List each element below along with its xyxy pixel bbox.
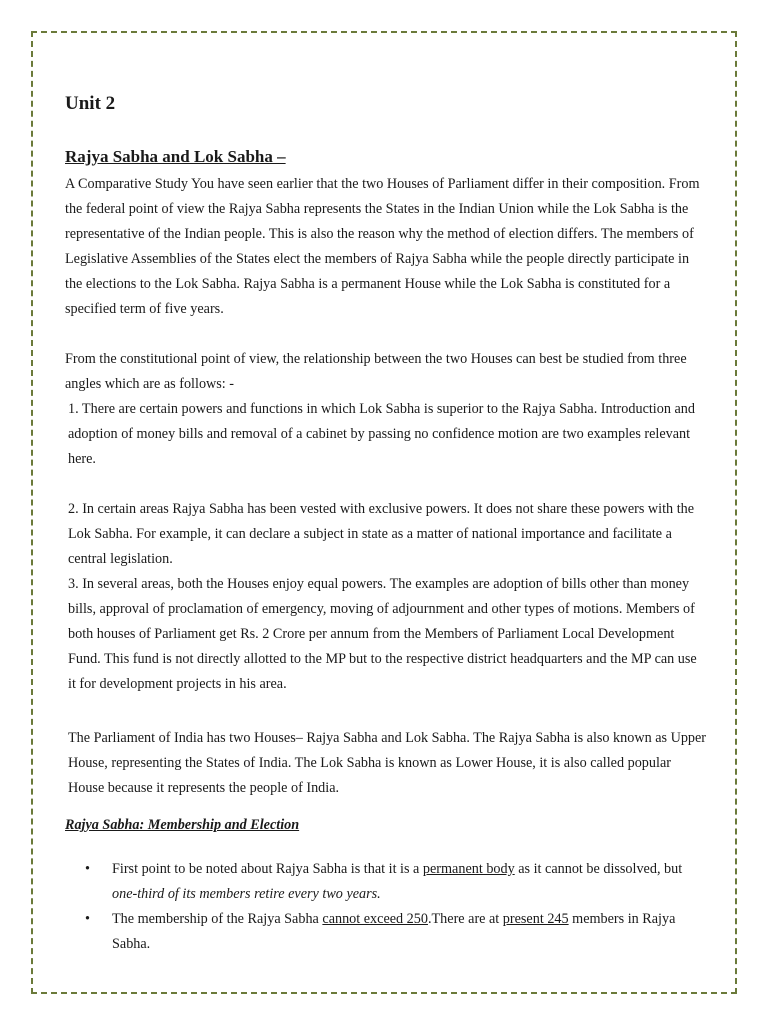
bullet-list [85,857,705,957]
bullet-2-text-c: members in Rajya Sabha. [112,911,676,952]
bullet-icon: • [85,861,90,877]
paragraph-comparative-study: A Comparative Study You have seen earlier that the two Houses of Parliament differ in their composition. From the federal point of view the Rajya Sabha represents the States in the Indian Union while the Lok Sabha is the representative of the Indian people. This is also the reason why the method of election differs. The members of Legislative Assemblies of the States elect the members of Rajya Sabha while the people directly participate in the elections to the Lok Sabha. Rajya Sabha is a permanent House while the Lok Sabha is constituted for a specified term of five years. [65,176,700,317]
section-heading: Rajya Sabha and Lok Sabha – [65,147,286,166]
list-item [85,907,705,957]
bullet-1-italic: one-third of its members retire every two years. [112,886,381,902]
paragraph-intro: From the constitutional point of view, the relationship between the two Houses can best be studied from three angles which are as follows: - [65,351,687,392]
bullet-1-underlined: permanent body [422,861,515,877]
subheading-membership: Rajya Sabha: Membership and Election [65,817,300,833]
bullet-1-text-a: First point to be noted about Rajya Sabha is that it is a [112,861,423,877]
bullet-2-text-b: .There are at [427,911,503,927]
bullet-icon: • [85,911,90,927]
constitutional-section [65,347,705,472]
paragraph-parliament: The Parliament of India has two Houses– Rajya Sabha and Lok Sabha. The Rajya Sabha is also known as Upper House, representing the States of India. The Lok Sabha is known as Lower House, it is also called popular House because it represents the people of India. [68,730,707,796]
bullet-2-underlined-2: present 245 [502,911,569,927]
list-item [85,857,705,907]
point-3: 3. In several areas, both the Houses enjoy equal powers. The examples are adoption of bills other than money bills, approval of proclamation of emergency, moving of adjournment and other types of motions. Members of both houses of Parliament get Rs. 2 Crore per annum from the Members of Parliament Local Development Fund. This fund is not directly allotted to the MP but to the respective district headquarters and the MP can use it for development projects in his area. [68,576,697,692]
bullet-2-text-a: The membership of the Rajya Sabha [112,911,323,927]
bullet-1-text-b: as it cannot be dissolved, but [514,861,683,877]
bullet-2-underlined-1: cannot exceed 250 [322,911,428,927]
point-2: 2. In certain areas Rajya Sabha has been vested with exclusive powers. It does not share these powers with the Lok Sabha. For example, it can declare a subject in state as a matter of national importance and facilitate a central legislation. [68,501,695,567]
point-1: 1. There are certain powers and functions in which Lok Sabha is superior to the Rajya Sabha. Introduction and adoption of money bills and removal of a cabinet by passing no confidence motion are two examples relevant here. [68,401,695,467]
points-2-3 [68,497,708,697]
unit-title: Unit 2 [65,93,116,114]
